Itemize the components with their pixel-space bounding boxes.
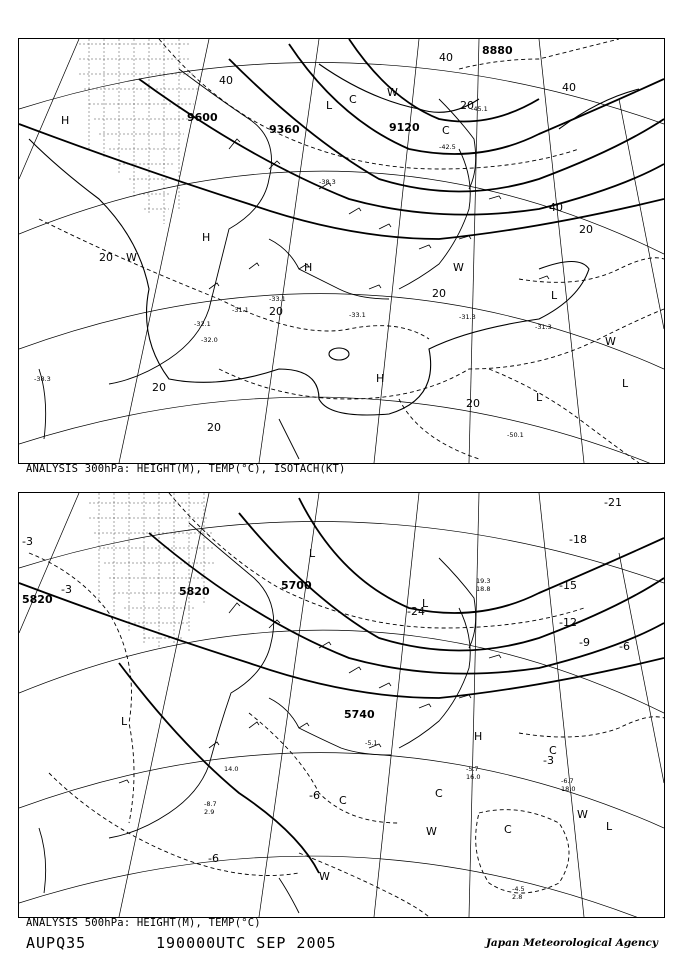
height-label: 9120: [389, 121, 420, 134]
low-center: L: [606, 820, 613, 833]
cold-center: C: [442, 124, 450, 137]
height-label: 8880: [482, 44, 513, 57]
height-contours: [19, 498, 664, 873]
warm-center: W: [453, 261, 464, 274]
chart-code: AUPQ35: [26, 934, 87, 952]
height-label: 9360: [269, 123, 300, 136]
isotherms: [29, 493, 664, 917]
coastline: [39, 523, 476, 913]
height-label: 5820: [22, 593, 53, 606]
temperature-label: -18: [569, 533, 587, 546]
low-center: L: [422, 597, 429, 610]
station-value: -4.5: [512, 885, 525, 893]
isotach-label: 20: [466, 397, 480, 410]
station-value: -31.3: [459, 313, 476, 321]
temperature-label: -6: [309, 789, 320, 802]
low-center: L: [536, 391, 543, 404]
low-center: L: [622, 377, 629, 390]
station-value: -5.1: [365, 739, 378, 747]
cold-center: C: [349, 93, 357, 106]
temperature-label: -3: [22, 535, 33, 548]
temperature-label: -24: [407, 605, 425, 618]
station-value: -42.5: [439, 143, 456, 151]
valid-time: 190000UTC SEP 2005: [156, 934, 337, 952]
temperature-label: -12: [559, 616, 577, 629]
height-label: 5700: [281, 579, 312, 592]
cold-center: C: [435, 787, 443, 800]
low-center: L: [121, 715, 128, 728]
isotach-label: 40: [219, 74, 233, 87]
isotach-label: 40: [562, 81, 576, 94]
temperature-label: -21: [604, 496, 622, 509]
station-value: -38.3: [34, 375, 51, 383]
graticule: [19, 493, 664, 917]
height-label: 5740: [344, 708, 375, 721]
station-value: -31.1: [232, 306, 249, 314]
isotach-label: 20: [579, 223, 593, 236]
map-300hpa: [18, 38, 665, 464]
temperature-label: -15: [559, 579, 577, 592]
station-value: 18.8: [476, 585, 491, 593]
height-contours: [19, 39, 664, 239]
station-value: -50.1: [507, 431, 524, 439]
isotach-label: 40: [439, 51, 453, 64]
warm-center: W: [605, 335, 616, 348]
cold-center: C: [339, 794, 347, 807]
station-value: -6.7: [561, 777, 574, 785]
isotach-label: 20: [269, 305, 283, 318]
station-value: 18.0: [561, 785, 576, 793]
height-label: 9600: [187, 111, 218, 124]
hatched-area: [79, 39, 199, 224]
high-center: H: [304, 261, 313, 274]
warm-center: W: [577, 808, 588, 821]
station-value: -32.0: [201, 336, 218, 344]
station-value: -33.1: [269, 295, 286, 303]
isotach-label: 20: [99, 251, 113, 264]
isotach-label: 20: [152, 381, 166, 394]
isotach-label: 40: [549, 201, 563, 214]
map-500hpa-canvas: [19, 493, 664, 917]
station-value: -31.3: [535, 323, 552, 331]
station-value: -38.3: [319, 178, 336, 186]
high-center: H: [376, 372, 385, 385]
cold-center: C: [504, 823, 512, 836]
map-300hpa-canvas: [19, 39, 664, 463]
temperature-label: -6: [208, 852, 219, 865]
station-value: 19.3: [476, 577, 491, 585]
station-value: 2.8: [512, 893, 523, 901]
temperature-label: -3: [61, 583, 72, 596]
cold-center: C: [549, 744, 557, 757]
station-value: -32.1: [194, 320, 211, 328]
isotach-label: 20: [432, 287, 446, 300]
warm-center: W: [319, 870, 330, 883]
isotach-label: 20: [460, 99, 474, 112]
warm-center: W: [426, 825, 437, 838]
high-center: H: [474, 730, 483, 743]
map-500hpa-caption: ANALYSIS 500hPa: HEIGHT(M), TEMP(°C): [26, 917, 261, 929]
station-value: -8.7: [204, 800, 217, 808]
station-value: -33.1: [349, 311, 366, 319]
temperature-label: -6: [619, 640, 630, 653]
low-center: L: [309, 547, 316, 560]
warm-center: W: [387, 86, 398, 99]
station-value: 16.0: [466, 773, 481, 781]
high-center: H: [202, 231, 211, 244]
station-value: 14.0: [224, 765, 239, 773]
map-300hpa-caption: ANALYSIS 300hPa: HEIGHT(M), TEMP(°C), ISOTACH(KT): [26, 463, 346, 475]
high-center: H: [61, 114, 70, 127]
temperature-label: -3: [543, 754, 554, 767]
isotach-label: 20: [207, 421, 221, 434]
warm-center: W: [126, 251, 137, 264]
agency-credit: Japan Meteorological Agency: [485, 937, 658, 949]
station-value: -5.7: [466, 765, 479, 773]
map-500hpa: [18, 492, 665, 918]
low-center: L: [326, 99, 333, 112]
station-value: 2.9: [204, 808, 215, 816]
height-label: 5820: [179, 585, 210, 598]
temperature-label: -9: [579, 636, 590, 649]
station-value: -45.1: [471, 105, 488, 113]
low-center: L: [551, 289, 558, 302]
graticule: [19, 39, 664, 463]
